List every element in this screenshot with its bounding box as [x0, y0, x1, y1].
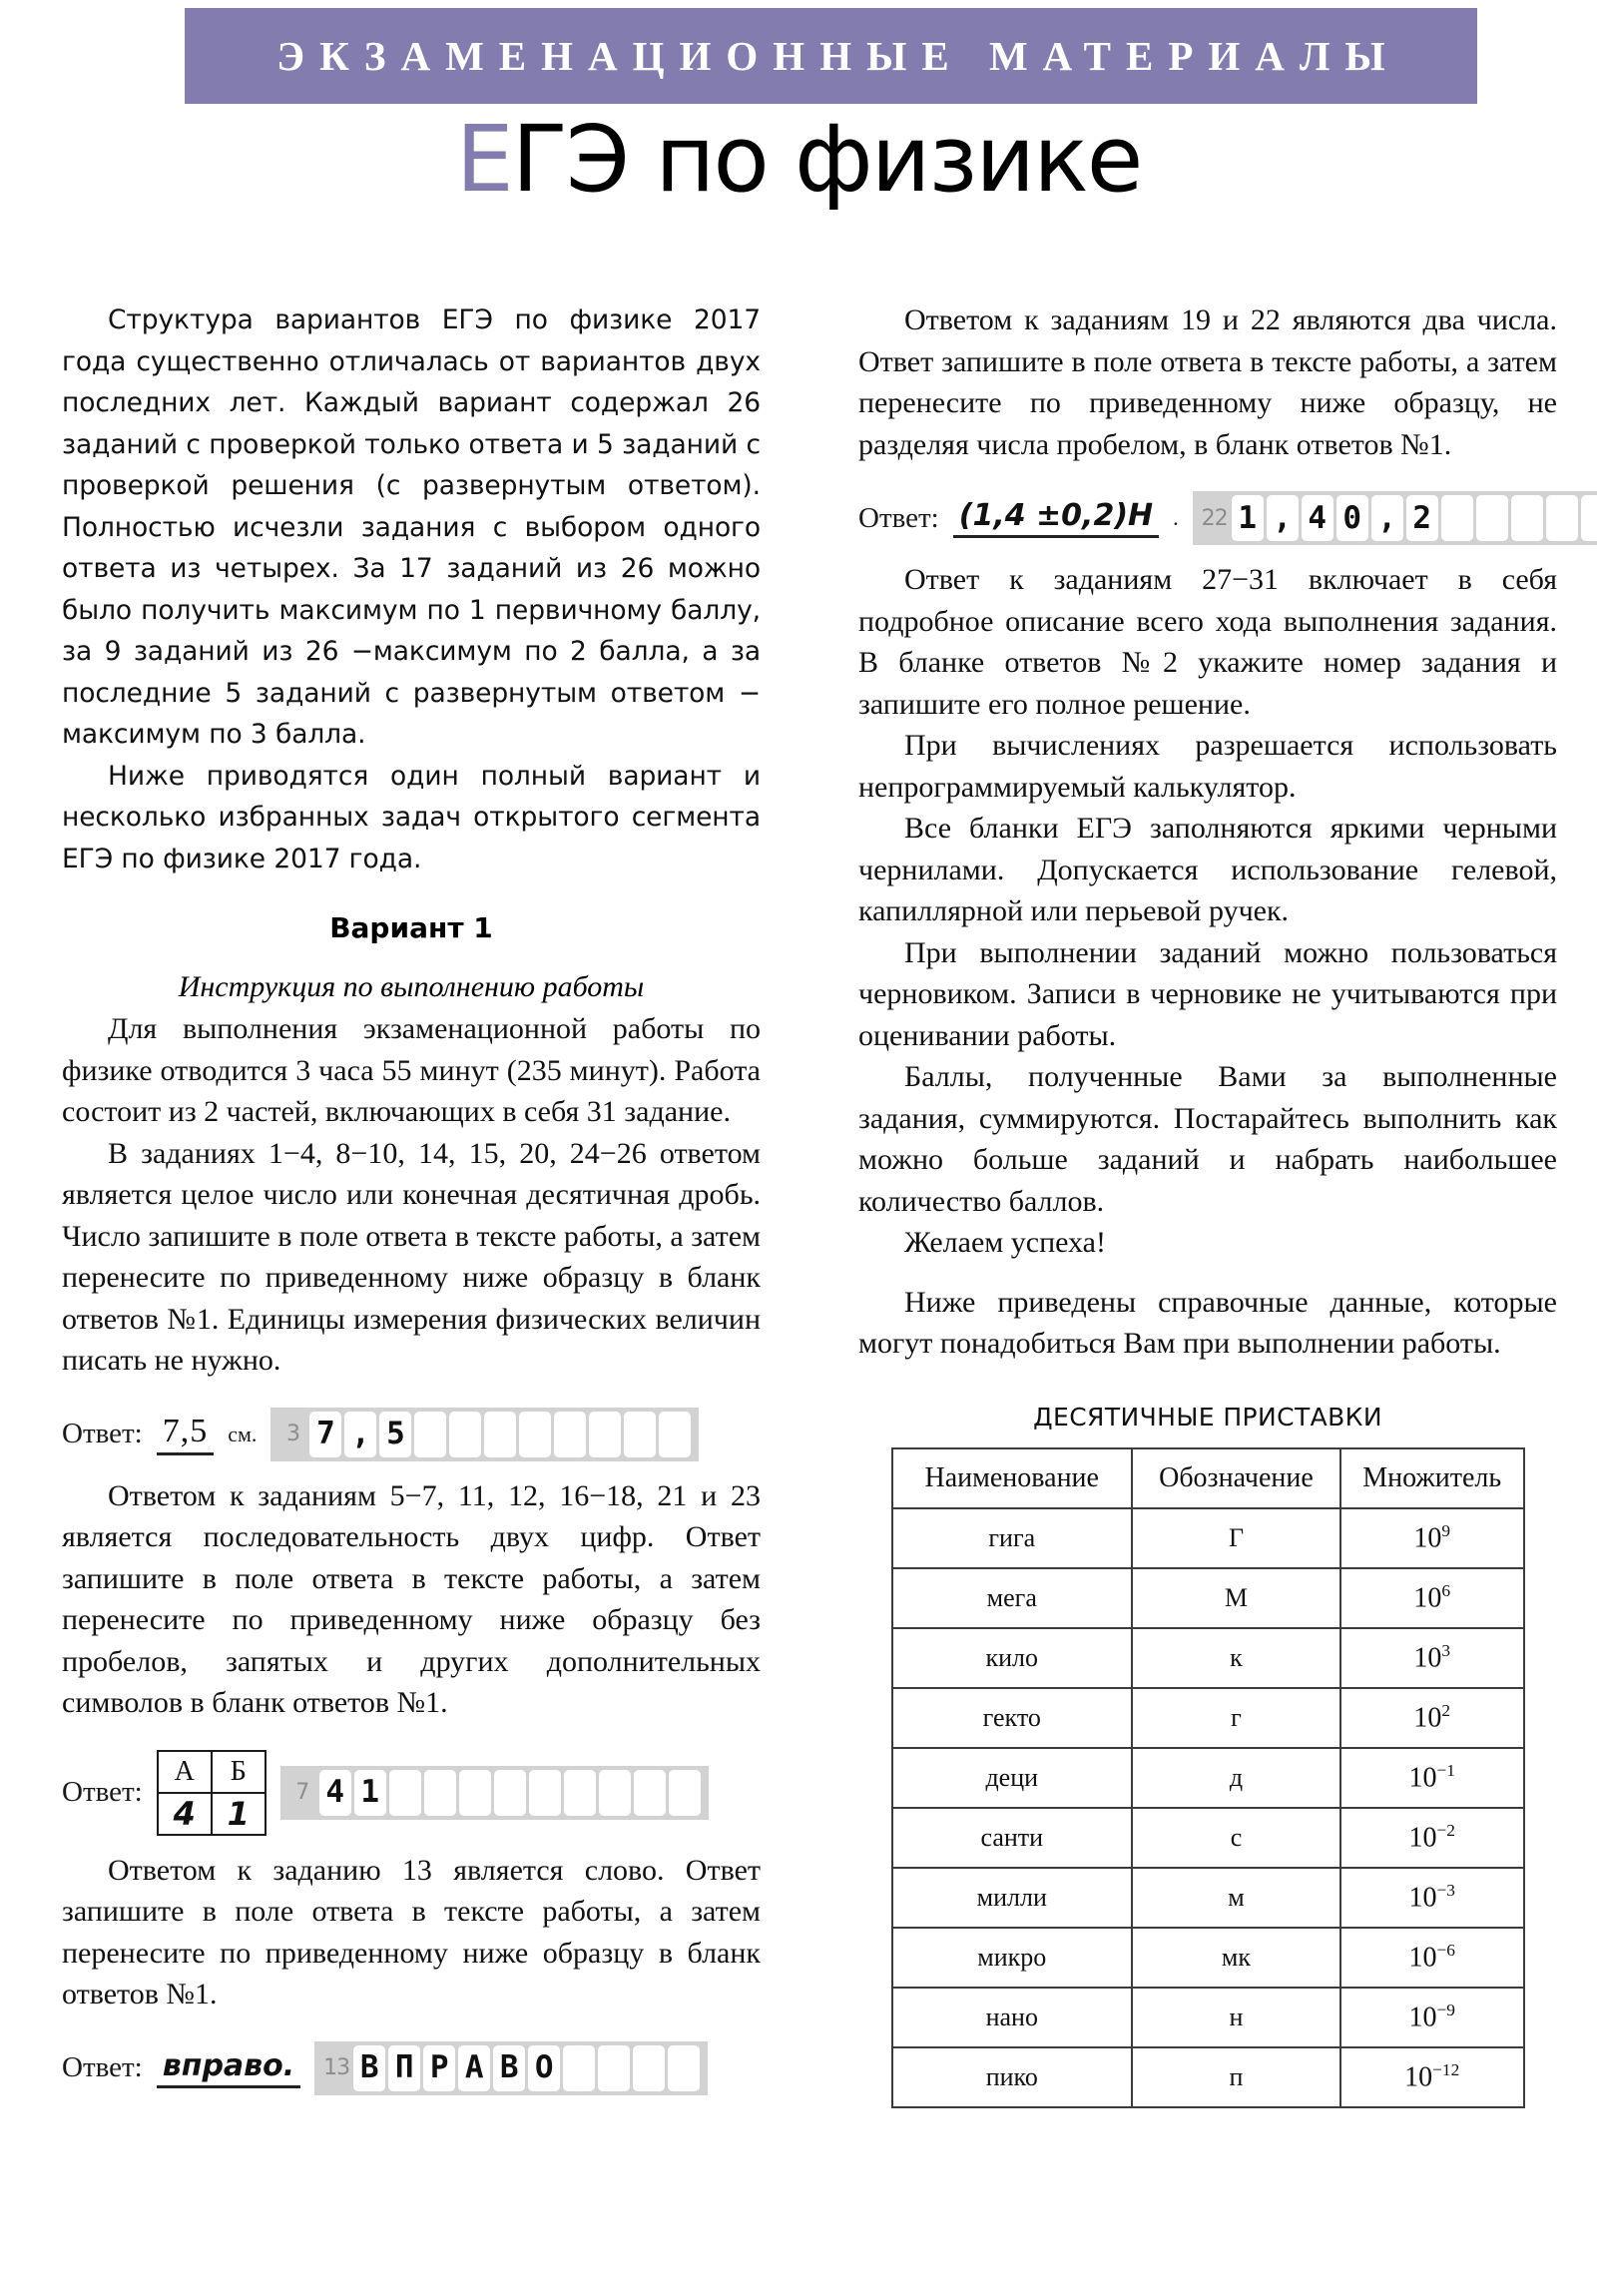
prefix-name: кило [892, 1628, 1133, 1688]
answer-grid-tag: 13 [323, 2055, 350, 2080]
answer-grid-cell [1511, 495, 1543, 541]
exam-materials-banner [185, 8, 1477, 104]
table-row [892, 1928, 1524, 1988]
title-accent-letter: Е [455, 106, 512, 213]
answer-grid-cell [624, 1412, 656, 1457]
mult-base: 10 [1408, 1822, 1437, 1854]
prefix-name: пико [892, 2047, 1133, 2107]
answer-grid-cell [633, 2045, 665, 2091]
prefix-symbol: н [1132, 1988, 1340, 2047]
intro-paragraph-2: Ниже приводятся один полный вариант и несколько избранных задач открытого сегмента ЕГЭ по физике 2017 года. [62, 760, 761, 874]
mult-base: 10 [1413, 1702, 1442, 1734]
answer-grid-cell [449, 1412, 481, 1457]
mult-exponent: −12 [1432, 2059, 1460, 2079]
prefix-symbol: м [1132, 1868, 1340, 1928]
banner-label: ЭКЗАМЕНАЦИОННЫЕ МАТЕРИАЛЫ [276, 33, 1400, 79]
prefix-name: деци [892, 1748, 1133, 1808]
answer-grid-cell: П [388, 2045, 420, 2091]
answer-grid-cell [599, 1770, 631, 1816]
answer-grid-cell [1441, 495, 1473, 541]
mult-exponent: 6 [1441, 1580, 1451, 1600]
prefix-name: милли [892, 1868, 1133, 1928]
prefix-symbol: к [1132, 1628, 1340, 1688]
ab-value-a: 4 [158, 1793, 212, 1835]
table-row [892, 1868, 1524, 1928]
mult-base: 10 [1404, 2061, 1433, 2093]
answer-grid-cell [598, 2045, 630, 2091]
answer-sample-3 [62, 2041, 761, 2095]
mult-base: 10 [1413, 1522, 1442, 1554]
prefix-multiplier [1340, 1628, 1524, 1688]
answer-grid-cell: 4 [319, 1770, 351, 1816]
table-row [892, 1628, 1524, 1688]
ab-header-b: Б [212, 1751, 266, 1793]
answer-grid-cell [459, 1770, 491, 1816]
table-row [158, 1793, 266, 1835]
answer-grid-cell [494, 1770, 526, 1816]
answer-grid-cell [424, 1770, 456, 1816]
mult-exponent: 9 [1441, 1520, 1451, 1540]
prefix-symbol: д [1132, 1748, 1340, 1808]
prefix-multiplier [1340, 1748, 1524, 1808]
answer-label: Ответ: [62, 1776, 143, 1808]
mult-exponent: −2 [1436, 1820, 1455, 1840]
prefix-table-caption: ДЕСЯТИЧНЫЕ ПРИСТАВКИ [1033, 1402, 1382, 1432]
answer-grid-cell [389, 1770, 421, 1816]
answer-sample-4 [858, 491, 1557, 545]
answer-grid-cell [563, 2045, 595, 2091]
table-row [158, 1751, 266, 1793]
prefix-multiplier [1340, 1568, 1524, 1628]
right-paragraph-5: При выполнении заданий можно пользоваться черновиком. Записи в черновике не учитываются при оценивании работы. [858, 935, 1557, 1052]
answer-sample-2 [62, 1750, 761, 1836]
mult-base: 10 [1408, 1942, 1437, 1974]
table-row [892, 2047, 1524, 2107]
prefix-symbol: Г [1132, 1508, 1340, 1568]
answer-grid-3 [314, 2041, 708, 2095]
answer-grid-cell: 5 [379, 1412, 411, 1457]
right-paragraph-6: Баллы, полученные Вами за выполненные задания, суммируются. Постарайтесь выполнить как можно больше заданий и набрать наибольшее количество баллов. [858, 1060, 1557, 1218]
answer-written-value: (1,4 ±0,2)Н [953, 498, 1159, 538]
mult-exponent: −6 [1436, 1940, 1455, 1960]
right-column [858, 299, 1557, 2108]
right-paragraph-4: Все бланки ЕГЭ заполняются яркими черными чернилами. Допускается использование гелевой, капиллярной или перьевой ручек. [858, 812, 1557, 927]
mult-exponent: −1 [1436, 1760, 1455, 1780]
prefix-name: мега [892, 1568, 1133, 1628]
table-header-row [892, 1448, 1524, 1508]
mult-exponent: −9 [1436, 2000, 1455, 2019]
prefix-name: гига [892, 1508, 1133, 1568]
column-header-mult: Множитель [1340, 1448, 1524, 1508]
decimal-prefixes-table [891, 1447, 1525, 2108]
answer-label: Ответ: [62, 2051, 143, 2083]
table-row [892, 1988, 1524, 2047]
instruction-paragraph-1: Для выполнения экзаменационной работы по физике отводится 3 часа 55 минут (235 минут). Работа состоит из 2 частей, включающих в себя 31 задание. [62, 1012, 761, 1128]
answer-grid-2 [280, 1766, 709, 1820]
table-row [892, 1688, 1524, 1748]
answer-grid-cell: 1 [1232, 495, 1264, 541]
answer-grid-cell: В [493, 2045, 525, 2091]
answer-sample-1 [62, 1408, 761, 1461]
prefix-name: санти [892, 1808, 1133, 1868]
prefix-symbol: г [1132, 1688, 1340, 1748]
prefix-name: микро [892, 1928, 1133, 1988]
answer-grid-cell: Р [423, 2045, 455, 2091]
answer-grid-cell [668, 2045, 700, 2091]
column-header-symbol: Обозначение [1132, 1448, 1340, 1508]
left-column [62, 299, 761, 2109]
column-header-name: Наименование [892, 1448, 1133, 1508]
ab-answer-table [157, 1750, 266, 1836]
right-paragraph-8: Ниже приведены справочные данные, которые могут понадобиться Вам при выполнении работы. [858, 1285, 1557, 1360]
answer-grid-cell: 2 [1406, 495, 1438, 541]
answer-grid-cell: В [353, 2045, 385, 2091]
answer-grid-cell: А [458, 2045, 490, 2091]
prefix-symbol: М [1132, 1568, 1340, 1628]
answer-label: Ответ: [858, 501, 939, 534]
answer-written-value: 7,5 [157, 1413, 215, 1455]
instruction-paragraph-2: В заданиях 1−4, 8−10, 14, 15, 20, 24−26 ответом является целое число или конечная десятичная дробь. Число запишите в поле ответа в тексте работы, а затем перенесите по приведенному ниже образцу в бланк ответов №1. Единицы измерения физических величин писать не нужно. [62, 1136, 761, 1377]
answer-grid-cell [589, 1412, 621, 1457]
answer-grid-cell: , [1267, 495, 1299, 541]
answer-grid-cell [529, 1770, 561, 1816]
answer-grid-cell [669, 1770, 701, 1816]
answer-grid-cell: О [528, 2045, 560, 2091]
answer-grid-cell [564, 1770, 596, 1816]
instruction-heading: Инструкция по выполнению работы [178, 970, 645, 1003]
table-row [892, 1508, 1524, 1568]
answer-grid-tag: 7 [295, 1780, 309, 1805]
prefix-symbol: с [1132, 1808, 1340, 1868]
answer-grid-cell: 7 [309, 1412, 341, 1457]
prefix-name: нано [892, 1988, 1133, 2047]
mult-exponent: −3 [1436, 1880, 1455, 1900]
answer-grid-1 [270, 1408, 699, 1461]
variant-heading: Вариант 1 [329, 911, 493, 944]
prefix-multiplier [1340, 1508, 1524, 1568]
answer-grid-tag: 3 [285, 1422, 299, 1446]
prefix-multiplier [1340, 1688, 1524, 1748]
answer-grid-cell [554, 1412, 586, 1457]
prefix-name: гекто [892, 1688, 1133, 1748]
answer-grid-cell [484, 1412, 516, 1457]
prefix-multiplier [1340, 1928, 1524, 1988]
mult-exponent: 2 [1441, 1700, 1451, 1720]
answer-grid-4 [1193, 491, 1597, 545]
answer-grid-cell: 4 [1302, 495, 1333, 541]
prefix-multiplier [1340, 1988, 1524, 2047]
answer-grid-cell: , [344, 1412, 376, 1457]
answer-label: Ответ: [62, 1418, 143, 1449]
title-rest: ГЭ по физике [511, 106, 1142, 213]
answer-grid-cell [634, 1770, 666, 1816]
answer-written-value: вправо. [157, 2048, 300, 2088]
mult-base: 10 [1413, 1582, 1442, 1614]
table-row [892, 1568, 1524, 1628]
mult-exponent: 3 [1441, 1640, 1451, 1660]
answer-grid-cell [659, 1412, 691, 1457]
mult-base: 10 [1408, 2002, 1437, 2033]
prefix-multiplier [1340, 2047, 1524, 2107]
ab-value-b: 1 [212, 1793, 266, 1835]
prefix-multiplier [1340, 1808, 1524, 1868]
intro-paragraph-1: Структура вариантов ЕГЭ по физике 2017 года существенно отличалась от вариантов двух последних лет. Каждый вариант содержал 26 заданий с проверкой только ответа и 5 заданий с проверкой решения (с развернутым ответом). Полностью исчезли задания с выбором одного ответа из четырех. За 17 заданий из 26 можно было получить максимум по 1 первичному баллу, за 9 заданий из 26 −максимум по 2 балла, а за последние 5 заданий с развернутым ответом − максимум по 3 балла. [62, 304, 761, 750]
answer-grid-cell [1581, 495, 1597, 541]
answer-grid-cell: 0 [1336, 495, 1368, 541]
answer-grid-cell: 1 [354, 1770, 386, 1816]
mult-base: 10 [1408, 1882, 1437, 1914]
prefix-multiplier [1340, 1868, 1524, 1928]
instruction-paragraph-3: Ответом к заданиям 5−7, 11, 12, 16−18, 21 и 23 является последовательность двух цифр. Ответ запишите в поле ответа в тексте работы, а затем перенесите по приведенному ниже образцу без пробелов, запятых и других дополнительных символов в бланк ответов №1. [62, 1478, 761, 1719]
mult-base: 10 [1413, 1642, 1442, 1674]
table-row [892, 1748, 1524, 1808]
prefix-symbol: мк [1132, 1928, 1340, 1988]
right-paragraph-2: Ответ к заданиям 27−31 включает в себя подробное описание всего хода выполнения задания. В бланке ответов №2 укажите номер задания и запишите его полное решение. [858, 563, 1557, 721]
right-paragraph-1: Ответом к заданиям 19 и 22 являются два числа. Ответ запишите в поле ответа в тексте работы, а затем перенесите по приведенному ниже образцу, не разделяя числа пробелом, в бланк ответов №1. [858, 303, 1557, 461]
answer-grid-cell: , [1371, 495, 1403, 541]
mult-base: 10 [1408, 1762, 1437, 1794]
answer-unit: . [1173, 505, 1179, 530]
instruction-paragraph-4: Ответом к заданию 13 является слово. Ответ запишите в поле ответа в тексте работы, а затем перенесите по приведенному ниже образцу в бланк ответов №1. [62, 1853, 761, 2010]
table-row [892, 1808, 1524, 1868]
answer-grid-cell [414, 1412, 446, 1457]
prefix-symbol: п [1132, 2047, 1340, 2107]
answer-unit: см. [228, 1421, 258, 1446]
answer-grid-cell [1546, 495, 1578, 541]
answer-grid-cell [1476, 495, 1508, 541]
answer-grid-tag: 22 [1201, 505, 1228, 531]
ab-header-a: А [158, 1751, 212, 1793]
spacer [858, 1264, 1557, 1282]
right-paragraph-7: Желаем успеха! [904, 1226, 1106, 1259]
right-paragraph-3: При вычислениях разрешается использовать непрограммируемый калькулятор. [858, 729, 1557, 804]
answer-grid-cell [519, 1412, 551, 1457]
page-title [0, 106, 1597, 213]
